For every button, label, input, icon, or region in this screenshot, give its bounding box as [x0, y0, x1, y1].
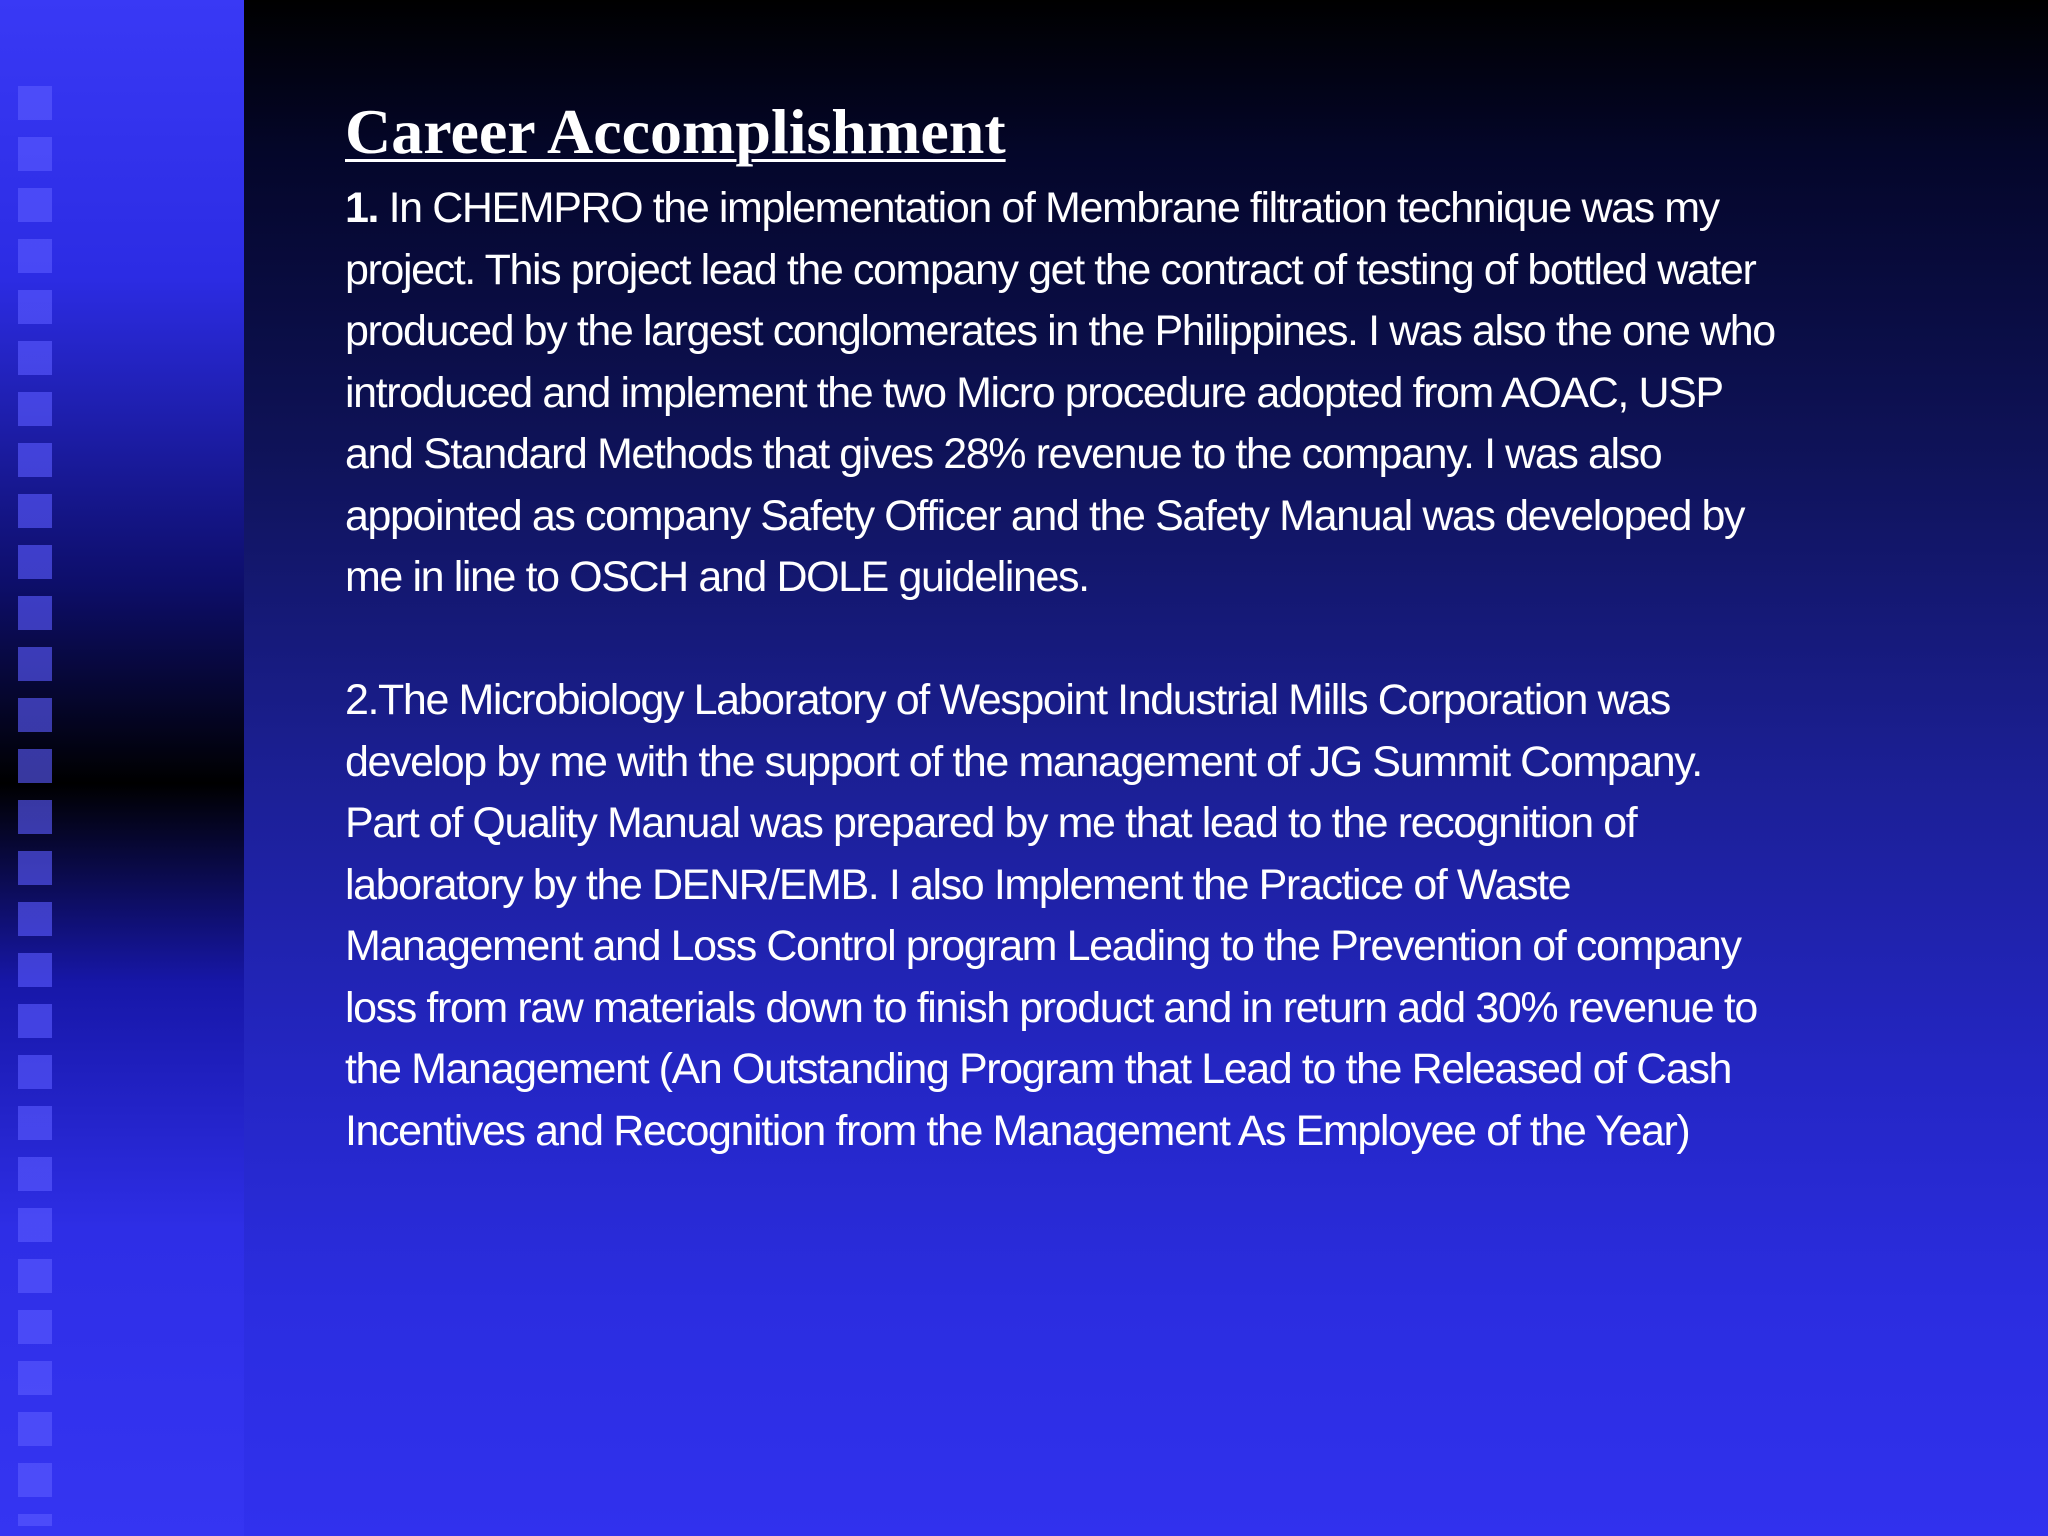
slide-title: Career Accomplishment — [345, 96, 1006, 167]
decorative-sidebar — [0, 0, 244, 1536]
item-number: 1. — [345, 184, 379, 232]
slide-content — [345, 92, 1905, 1162]
square-pattern-strip — [18, 86, 52, 1526]
accomplishment-1 — [345, 178, 1905, 609]
accomplishment-1-text: In CHEMPRO the implementation of Membrane filtration technique was my project. This project lead the company get the contract of testing of bottled water produced by the largest conglomerates in the Philippines. I was also the one who introduced and implement the two Micro procedure adopted from AOAC, USP and Standard Methods that gives 28% revenue to the company. I was also appointed as company Safety Officer and the Safety Manual was developed by me in line to OSCH and DOLE guidelines. — [345, 184, 1775, 601]
accomplishment-2: 2.The Microbiology Laboratory of Wespoint Industrial Mills Corporation was develop by me with the support of the management of JG Summit Company. Part of Quality Manual was prepared by me that lead to the recognition of laboratory by the DENR/EMB. I also Implement the Practice of Waste Management and Loss Control program Leading to the Prevention of company loss from raw materials down to finish product and in return add 30% revenue to the Management (An Outstanding Program that Lead to the Released of Cash Incentives and Recognition from the Management As Employee of the Year) — [345, 676, 1757, 1155]
paragraph-gap — [345, 609, 1905, 671]
